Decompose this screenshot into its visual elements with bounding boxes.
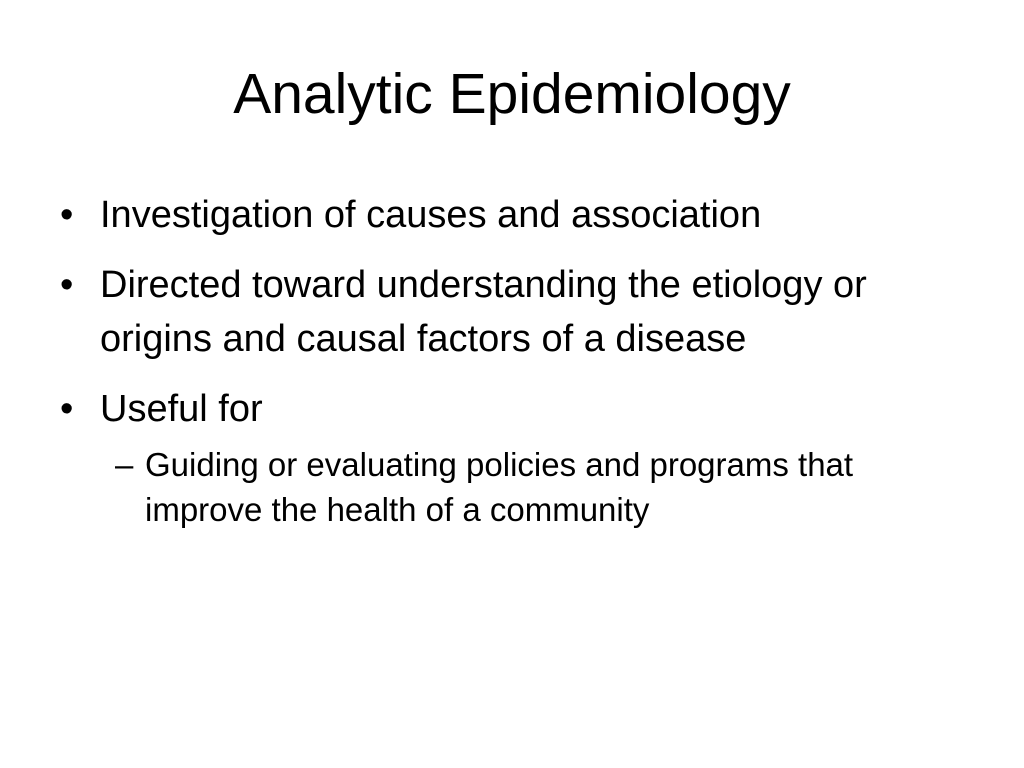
slide-title: Analytic Epidemiology xyxy=(233,62,791,126)
bullet-text: Useful for xyxy=(100,388,263,430)
bullet-marker: • xyxy=(60,264,74,306)
bullet-marker: • xyxy=(60,388,74,430)
bullet-text: Directed toward understanding the etiology or origins and causal factors of a disease xyxy=(100,264,867,360)
sub-bullet-item xyxy=(100,442,960,532)
bullet-item xyxy=(60,258,960,366)
sub-bullet-list xyxy=(100,442,960,532)
bullet-item xyxy=(60,382,960,532)
sub-bullet-text: Guiding or evaluating policies and programs that improve the health of a community xyxy=(145,446,854,528)
bullet-marker: • xyxy=(60,194,74,236)
sub-bullet-marker: – xyxy=(115,446,134,483)
bullet-list xyxy=(60,188,960,548)
bullet-text: Investigation of causes and association xyxy=(100,194,762,236)
bullet-item xyxy=(60,188,960,242)
